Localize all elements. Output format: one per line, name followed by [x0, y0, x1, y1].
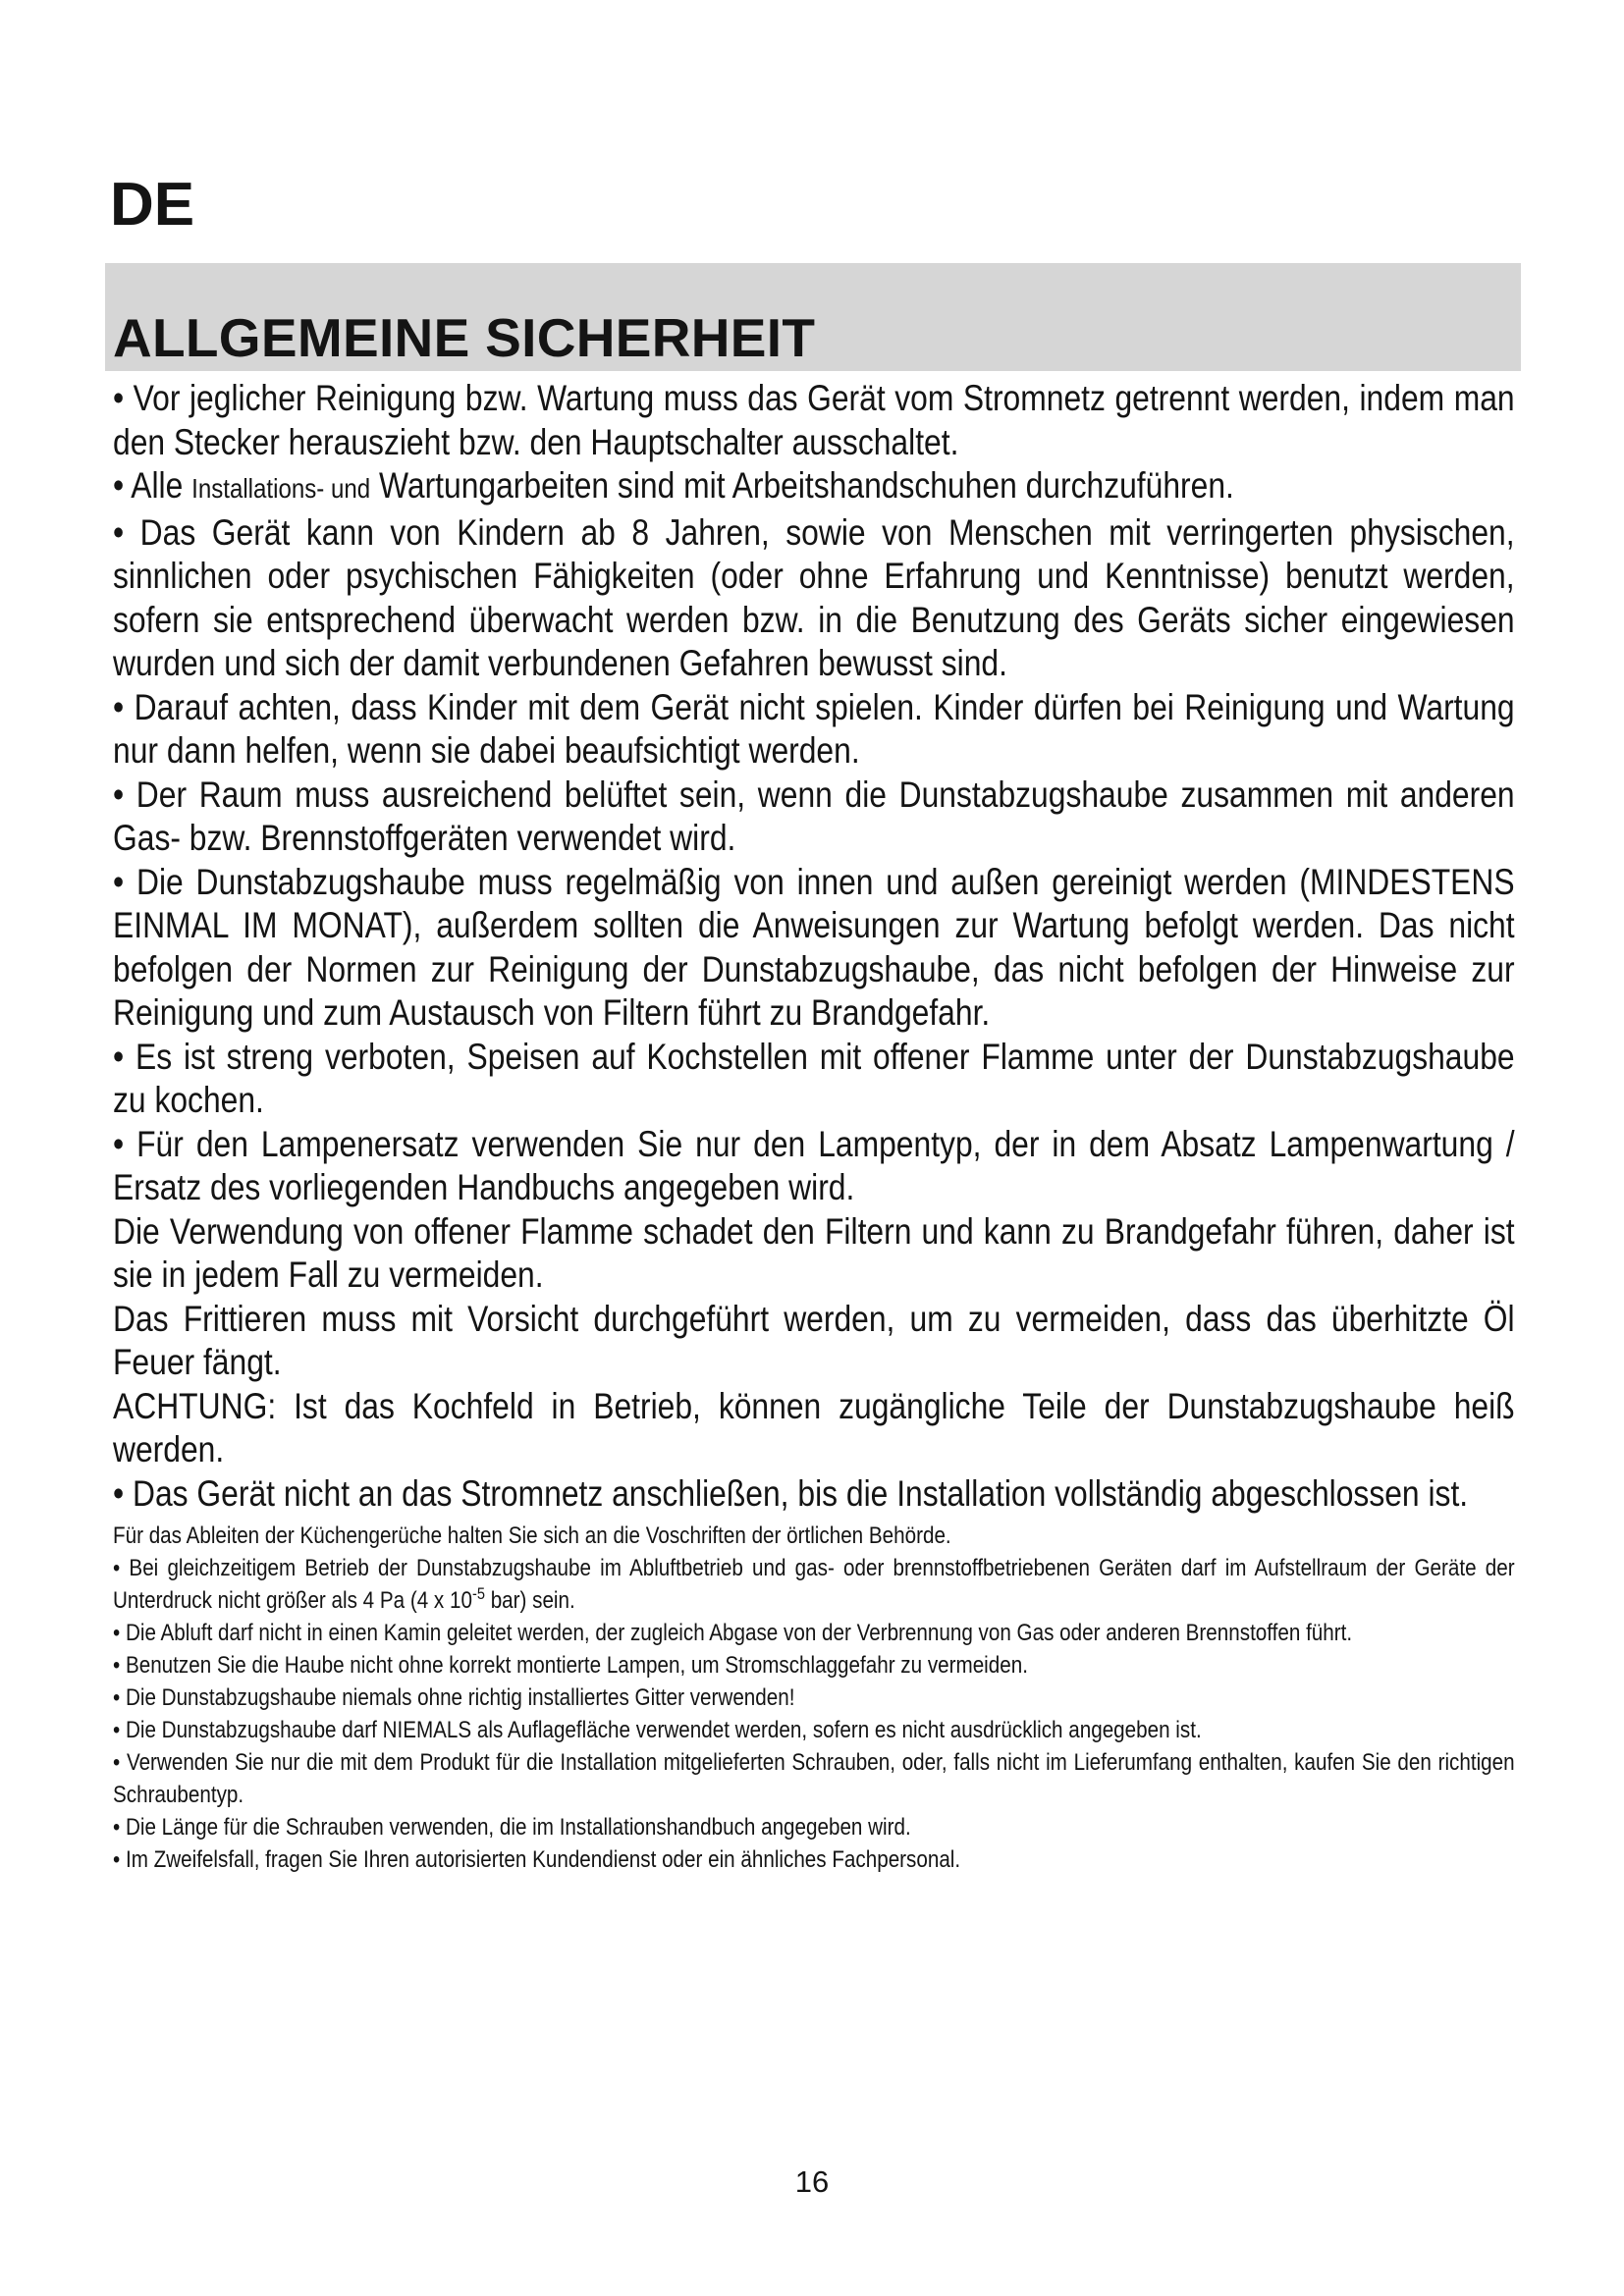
page-number: 16: [794, 2164, 830, 2199]
section-header-bar: [105, 263, 1521, 371]
small-print-block: [113, 1520, 1527, 1876]
small-paragraph-screws: • Verwenden Sie nur die mit dem Produkt für die Installation mitgelieferten Schrauben, oder, falls nicht im Lieferumfang enthalten, kaufen Sie den richtigen Schraubentyp.: [113, 1749, 1515, 1808]
paragraph-warning-hot-parts: ACHTUNG: Ist das Kochfeld in Betrieb, können zugängliche Teile der Dunstabzugshaube heiß werden.: [113, 1385, 1515, 1469]
small-paragraph-negative-pressure: [113, 1552, 1515, 1617]
paragraph-cleaning: • Die Dunstabzugshaube muss regelmäßig von innen und außen gereinigt werden (MINDESTENS EINMAL IM MONAT), außerdem sollten die Anweisungen zur Wartung befolgt werden. Das nicht befolgen der Normen zur Reinigung der Dunstabzugshaube, das nicht befolgen der Hinweise zur Reinigung und zum Austausch von Filtern führt zu Brandgefahr.: [113, 861, 1515, 1033]
language-code: DE: [110, 171, 195, 239]
paragraph-installation-complete: • Das Gerät nicht an das Stromnetz anschließen, bis die Installation vollständig abgeschlossen ist.: [113, 1472, 1469, 1514]
section-title: ALLGEMEINE SICHERHEIT: [113, 307, 816, 368]
paragraph-children-usage: • Das Gerät kann von Kindern ab 8 Jahren, sowie von Menschen mit verringerten physischen, sinnlichen oder psychischen Fähigkeiten (oder ohne Erfahrung und Kenntnisse) benutzt werden, sofern sie entsprechend überwacht werden bzw. in die Benutzung des Geräts sicher eingewiesen wurden und sich der damit verbundenen Gefahren bewusst sind.: [113, 511, 1515, 683]
small-pressure-lead: • Bei gleichzeitigem Betrieb der Dunstabzugshaube im Abluftbetrieb und gas- oder brennstoffbetriebenen Geräten darf im Aufstellraum der Geräte der Unterdruck nicht größer als 4 Pa (4 x 10: [113, 1555, 1515, 1614]
small-pressure-exponent: -5: [471, 1584, 485, 1603]
small-paragraph-support-surface: • Die Dunstabzugshaube darf NIEMALS als Auflagefläche verwendet werden, sofern es nicht ausdrücklich angegeben ist.: [113, 1717, 1202, 1743]
small-paragraph-service: • Im Zweifelsfall, fragen Sie Ihren autorisierten Kundendienst oder ein ähnliches Fachpersonal.: [113, 1846, 961, 1873]
paragraph-gloves-small-run: Installations- und: [191, 473, 371, 504]
small-pressure-tail: bar) sein.: [484, 1587, 575, 1614]
paragraph-ventilation: • Der Raum muss ausreichend belüftet sein, wenn die Dunstabzugshaube zusammen mit anderen Gas- bzw. Brennstoffgeräten verwendet wird.: [113, 774, 1515, 858]
paragraph-open-flame-filters: Die Verwendung von offener Flamme schadet den Filtern und kann zu Brandgefahr führen, daher ist sie in jedem Fall zu vermeiden.: [113, 1210, 1515, 1295]
small-paragraph-odours: Für das Ableiten der Küchengerüche halten Sie sich an die Voschriften der örtlichen Behörde.: [113, 1522, 951, 1549]
paragraph-disconnect-power: • Vor jeglicher Reinigung bzw. Wartung muss das Gerät vom Stromnetz getrennt werden, indem man den Stecker herauszieht bzw. den Hauptschalter ausschaltet.: [113, 378, 1515, 462]
paragraph-children-play: • Darauf achten, dass Kinder mit dem Gerät nicht spielen. Kinder dürfen bei Reinigung und Wartung nur dann helfen, wenn sie dabei beaufsichtigt werden.: [113, 686, 1515, 771]
paragraph-gloves-lead: • Alle: [113, 465, 192, 506]
paragraph-frying: Das Frittieren muss mit Vorsicht durchgeführt werden, um zu vermeiden, dass das überhitzte Öl Feuer fängt.: [113, 1298, 1515, 1382]
paragraph-gloves-tail: Wartungarbeiten sind mit Arbeitshandschuhen durchzuführen.: [370, 465, 1234, 506]
small-paragraph-chimney: • Die Abluft darf nicht in einen Kamin geleitet werden, der zugleich Abgase von der Verbrennung von Gas oder anderen Brennstoffen führt.: [113, 1620, 1353, 1646]
safety-content: [113, 377, 1527, 1876]
paragraph-lamp-replacement: • Für den Lampenersatz verwenden Sie nur den Lampentyp, der in dem Absatz Lampenwartung / Ersatz des vorliegenden Handbuchs angegeben wird.: [113, 1123, 1515, 1207]
paragraph-work-gloves: [113, 464, 1515, 511]
small-paragraph-lamps: • Benutzen Sie die Haube nicht ohne korrekt montierte Lampen, um Stromschlaggefahr zu vermeiden.: [113, 1652, 1028, 1679]
paragraph-open-flame-cooking: • Es ist streng verboten, Speisen auf Kochstellen mit offener Flamme unter der Dunstabzugshaube zu kochen.: [113, 1036, 1515, 1120]
small-paragraph-grid: • Die Dunstabzugshaube niemals ohne richtig installiertes Gitter verwenden!: [113, 1684, 795, 1711]
small-paragraph-screw-length: • Die Länge für die Schrauben verwenden, die im Installationshandbuch angegeben wird.: [113, 1814, 911, 1841]
